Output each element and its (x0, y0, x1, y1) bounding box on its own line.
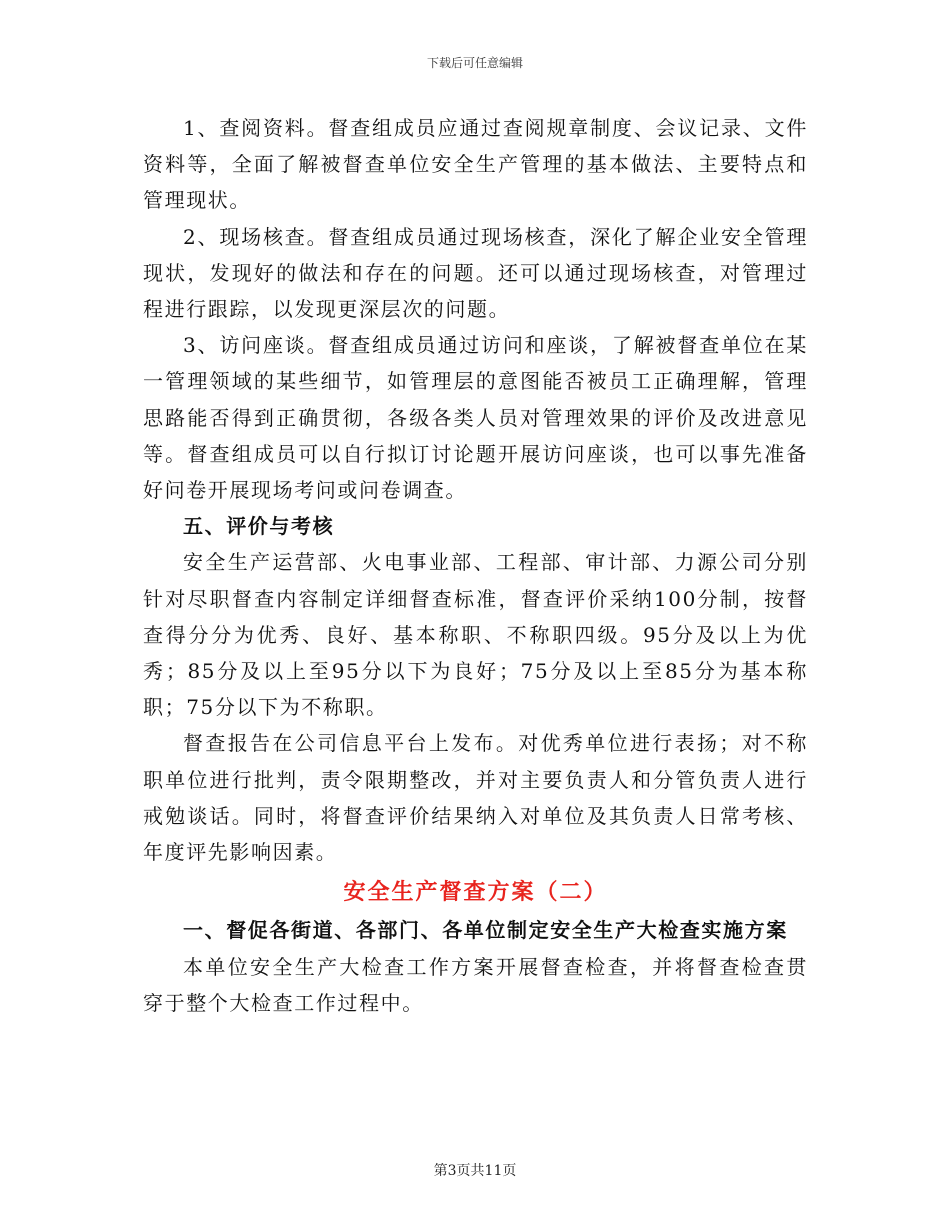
paragraph-interviews: 3、访问座谈。督查组成员通过访问和座谈，了解被督查单位在某一管理领域的某些细节，如管理层的意图能否被员工正确理解，管理思路能否得到正确贯彻，各级各类人员对管理效果的评价及改进意见等。督查组成员可以自行拟订讨论题开展访问座谈，也可以事先准备好问卷开展现场考问或问卷调查。 (143, 333, 808, 503)
paragraph-site-inspection: 2、现场核查。督查组成员通过现场核查，深化了解企业安全管理现状，发现好的做法和存在的问题。还可以通过现场核查，对管理过程进行跟踪，以发现更深层次的问题。 (143, 224, 808, 322)
document-body (143, 110, 808, 1021)
paragraph-report: 督查报告在公司信息平台上发布。对优秀单位进行表扬；对不称职单位进行批判，责令限期整改，并对主要负责人和分管负责人进行戒勉谈话。同时，将督查评价结果纳入对单位及其负责人日常考核、年度评先影响因素。 (143, 731, 808, 865)
page-header: 下载后可任意编辑 (426, 56, 523, 70)
paragraph-plan-supervision: 本单位安全生产大检查工作方案开展督查检查，并将督查检查贯穿于整个大检查工作过程中。 (143, 954, 808, 1015)
section-heading-evaluation: 五、评价与考核 (183, 514, 335, 539)
section-heading-one: 一、督促各街道、各部门、各单位制定安全生产大检查实施方案 (183, 918, 788, 943)
document-title-two: 安全生产督查方案（二） (343, 879, 608, 906)
paragraph-scoring: 安全生产运营部、火电事业部、工程部、审计部、力源公司分别针对尽职督查内容制定详细督查标准，督查评价采纳100分制，按督查得分分为优秀、良好、基本称职、不称职四级。95分及以上为优秀；85分及以上至95分以下为良好；75分及以上至85分为基本称职；75分以下为不称职。 (143, 550, 808, 720)
page-number: 第3页共11页 (433, 1163, 517, 1179)
paragraph-review-materials: 1、查阅资料。督查组成员应通过查阅规章制度、会议记录、文件资料等，全面了解被督查单位安全生产管理的基本做法、主要特点和管理现状。 (143, 116, 808, 213)
